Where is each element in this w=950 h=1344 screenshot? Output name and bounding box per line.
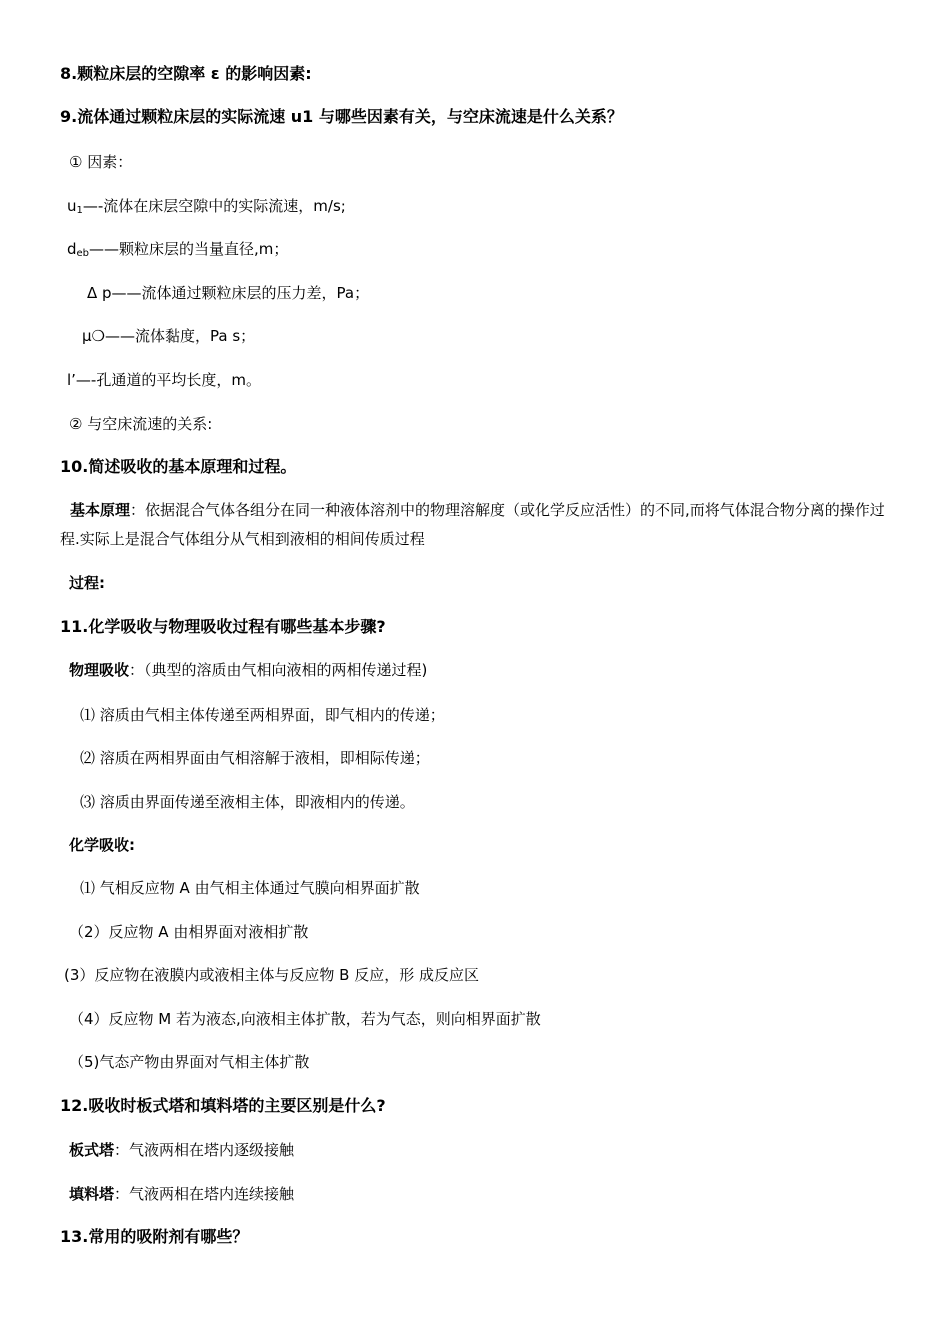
- q11-chemical-step: （2）反应物 A 由相界面对液相扩散: [69, 923, 309, 941]
- q9-deb-definition: $d_{eb}——$颗粒床层的当量直径,m；: [67, 240, 289, 259]
- q10-principle: 基本原理：依据混合气体各组分在同一种液体溶剂中的物理溶解度（或化学反应活性）的不同,而将气体混合物分离的操作过程.实际上是混合气体组分从气相到液相的相间传质过程: [60, 501, 885, 548]
- q11-physical-step: ⑵ 溶质在两相界面由气相溶解于液相，即相际传递；: [80, 749, 430, 767]
- q11-chemical-step: ⑴ 气相反应物 A 由气相主体通过气膜向相界面扩散: [80, 879, 420, 897]
- q8-heading: 8.颗粒床层的空隙率 ε 的影响因素:: [60, 64, 312, 83]
- q9-relation-label: ② 与空床流速的关系:: [69, 415, 213, 433]
- q11-physical-label: 物理吸收：（典型的溶质由气相向液相的两相传递过程): [69, 661, 428, 679]
- q11-heading: 11.化学吸收与物理吸收过程有哪些基本步骤?: [60, 617, 386, 636]
- q11-chemical-step: （5)气态产物由界面对气相主体扩散: [69, 1053, 310, 1071]
- q12-heading: 12.吸收时板式塔和填料塔的主要区别是什么?: [60, 1096, 386, 1115]
- q11-chemical-label: 化学吸收:: [69, 836, 135, 854]
- q9-u1-definition: $u_1—-$流体在床层空隙中的实际流速，m/s;: [67, 197, 346, 216]
- q9-dp-definition: Δ p——流体通过颗粒床层的压力差，Pa；: [87, 284, 370, 302]
- q9-factors-label: ① 因素：: [69, 153, 133, 171]
- q11-chemical-step: (3）反应物在液膜内或液相主体与反应物 B 反应，形 成反应区: [64, 966, 479, 984]
- q13-heading: 13.常用的吸附剂有哪些？: [60, 1227, 249, 1246]
- q11-chemical-step: （4）反应物 M 若为液态,向液相主体扩散，若为气态，则向相界面扩散: [69, 1010, 541, 1028]
- q9-mu-definition: μ❍——流体黏度，Pa s；: [82, 327, 256, 345]
- q9-heading: 9.流体通过颗粒床层的实际流速 u1 与哪些因素有关，与空床流速是什么关系？: [60, 107, 623, 126]
- q10-process-label: 过程:: [69, 574, 105, 592]
- q12-plate-tower: 板式塔：气液两相在塔内逐级接触: [69, 1141, 295, 1159]
- q9-l-definition: l’—-孔通道的平均长度，m。: [67, 371, 261, 389]
- q12-packed-tower: 填料塔：气液两相在塔内连续接触: [69, 1185, 295, 1203]
- q10-heading: 10.简述吸收的基本原理和过程。: [60, 457, 297, 476]
- q11-physical-step: ⑶ 溶质由界面传递至液相主体，即液相内的传递。: [80, 793, 415, 811]
- q11-physical-step: ⑴ 溶质由气相主体传递至两相界面，即气相内的传递；: [80, 706, 445, 724]
